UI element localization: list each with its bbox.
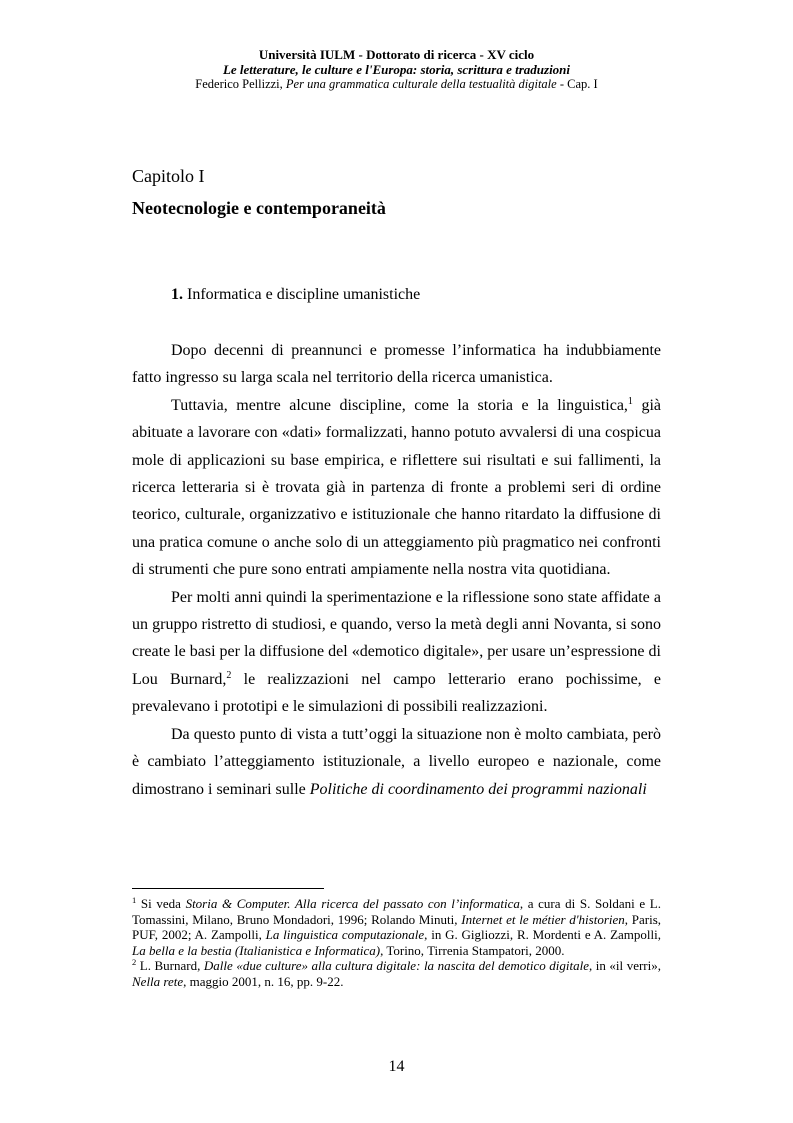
running-header (0, 47, 793, 92)
paragraph-2-text-a: Tuttavia, mentre alcune discipline, come la storia e la linguistica, (171, 396, 628, 414)
footnote-1-text: , Paris, PUF, 2002; A. Zampolli, (132, 911, 662, 943)
footnote-1-number: 1 (132, 895, 137, 905)
paragraph-3 (132, 584, 661, 721)
footnote-2-text: L. Burnard, (136, 958, 204, 974)
footnote-2 (132, 958, 661, 989)
footnote-1-text: , in G. Gigliozzi, R. Mordenti e A. Zampolli, (424, 927, 661, 943)
paragraph-2-text-b: già abituate a lavorare con «dati» formalizzati, hanno potuto avvalersi di una cospicua mole di applicazioni su base empirica, e riflettere sui risultati e sui fallimenti, la ricerca letteraria si è trovata già in partenza di fronte a problemi seri di ordine teorico, culturale, organizzativo e istituzionale che hanno ritardato la diffusione di una pratica comune o anche solo di un atteggiamento più pragmatico nei confronti di strumenti che pure sono entrati ampiamente nella nostra vita quotidiana. (132, 396, 661, 579)
footnote-separator (132, 888, 324, 889)
footnote-1-text: , a cura di S. Soldani e L. Tomassini, Milano, Bruno Mondadori, 1996; Rolando Minuti, (132, 896, 661, 927)
footnote-1-italic: La linguistica computazionale (265, 927, 425, 943)
body-text (132, 337, 661, 803)
section-title: Informatica e discipline umanistiche (183, 286, 421, 303)
footnote-1-text: , Torino, Tirrenia Stampatori, 2000. (380, 942, 565, 958)
footnote-2-number: 2 (132, 957, 137, 968)
paragraph-4-text: Da questo punto di vista a tutt’oggi la situazione non è molto cambiata, però è cambiato l’atteggiamento istituzionale, a livello europeo e nazionale, come dimostrano i seminari sulle (132, 725, 661, 798)
footnote-ref-2[interactable]: 2 (226, 669, 232, 681)
footnotes (132, 896, 661, 990)
footnote-2-text: , maggio 2001, n. 16, pp. 9-22. (183, 973, 344, 989)
footnote-2-italic: Dalle «due culture» alla cultura digitale: la nascita del demotico digitale (203, 958, 589, 974)
paragraph-1: Dopo decenni di preannunci e promesse l’informatica ha indubbiamente fatto ingresso su larga scala nel territorio della ricerca umanistica. (132, 342, 661, 387)
footnote-2-italic: Nella rete (132, 973, 184, 989)
paragraph-3-text-b: le realizzazioni nel campo letterario erano pochissime, e prevalevano i prototipi e le simulazioni di possibili realizzazioni. (132, 670, 661, 716)
header-work-title: Per una grammatica culturale della testualità digitale (285, 77, 557, 91)
header-chapter-ref: - Cap. I (556, 77, 598, 91)
footnote-ref-1[interactable]: 1 (627, 395, 633, 407)
chapter-title: Neotecnologie e contemporaneità (132, 198, 386, 218)
footnote-1-italic: La bella e la bestia (Italianistica e Informatica) (132, 942, 381, 958)
footnote-1-italic: Storia & Computer. Alla ricerca del passato con l’informatica (185, 896, 520, 911)
footnote-2-text: , in «il verri», (589, 958, 661, 974)
footnote-1-italic: Internet et le métier d'historien (461, 911, 625, 927)
section-heading (171, 286, 420, 304)
paragraph-4 (132, 721, 661, 803)
paragraph-4-italic: Politiche di coordinamento dei programmi nazionali (309, 780, 647, 798)
footnote-1-text: Si veda (136, 896, 186, 911)
paragraph-3-text-a: Per molti anni quindi la sperimentazione e la riflessione sono state affidate a un gruppo ristretto di studiosi, e quando, verso la metà degli anni Novanta, si sono create le basi per la diffusione del «demotico digitale», per usare un’espressione di Lou Burnard, (132, 588, 661, 688)
header-author-title (0, 77, 793, 92)
footnote-1 (132, 896, 661, 958)
page-number: 14 (388, 1058, 405, 1075)
header-institution: Università IULM - Dottorato di ricerca - XV ciclo (258, 47, 535, 62)
chapter-number: Capitolo I (132, 166, 205, 186)
paragraph-2 (132, 392, 661, 584)
header-program: Le letterature, le culture e l'Europa: storia, scrittura e traduzioni (222, 62, 571, 77)
section-number: 1. (171, 286, 183, 303)
header-author: Federico Pellizzi, (195, 77, 286, 91)
